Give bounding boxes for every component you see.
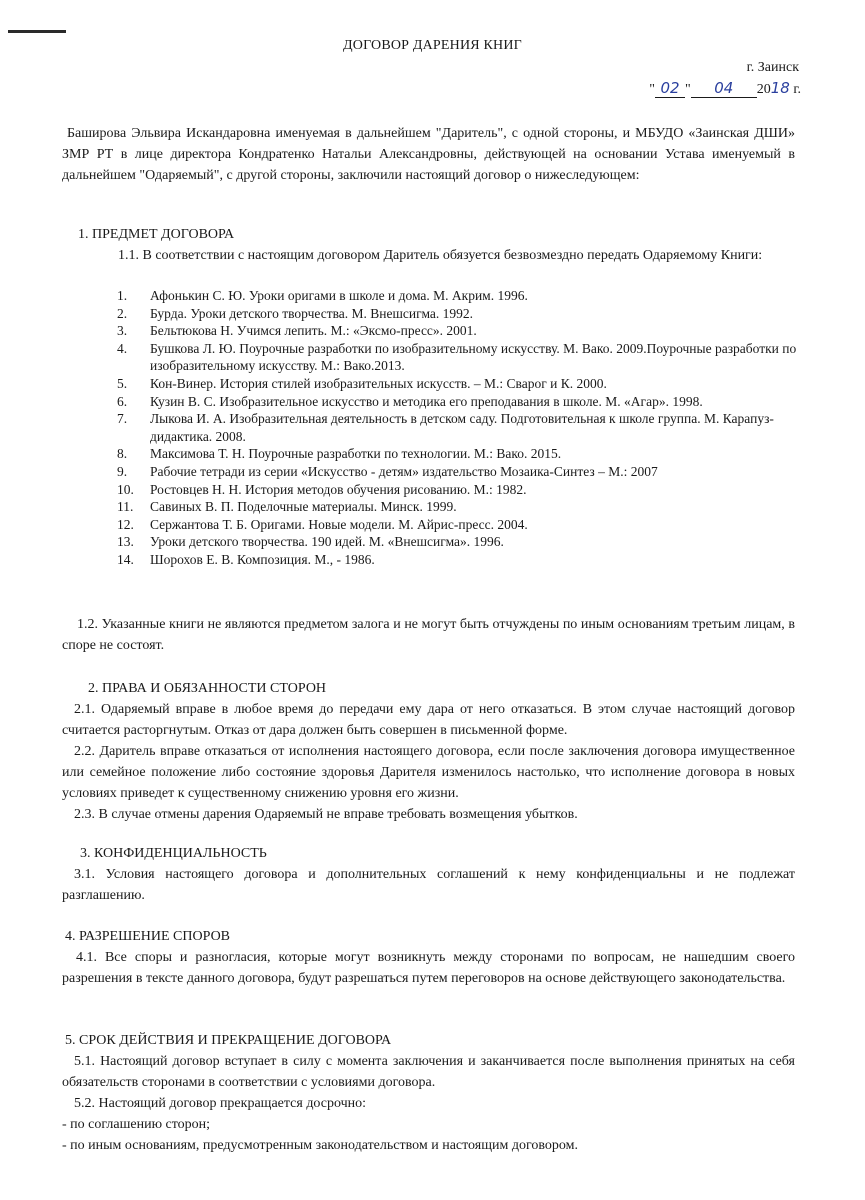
book-list-item — [117, 410, 797, 445]
section-4-heading: 4. РАЗРЕШЕНИЕ СПОРОВ — [65, 929, 231, 944]
book-title: Сержантова Т. Б. Оригами. Новые модели. М. Айрис-пресс. 2004. — [150, 516, 528, 532]
book-number: 1. — [117, 288, 128, 303]
book-number: 7. — [117, 411, 128, 427]
book-list-item — [117, 481, 797, 499]
intro-paragraph: Баширова Эльвира Искандаровна именуемая в дальнейшем "Даритель", с одной стороны, и МБУДО «Заинская ДШИ» ЗМР РТ в лице директора Кондратенко Натальи Александровны, действующей на основании Устава именуемый в дальнейшем "Одаряемый", с другой стороны, заключили настоящий договор о нижеследующем: — [62, 126, 795, 183]
book-list-item — [117, 287, 797, 305]
book-number: 8. — [117, 446, 128, 462]
section-2-heading: 2. ПРАВА И ОБЯЗАННОСТИ СТОРОН — [88, 681, 327, 696]
book-list-item — [117, 533, 797, 551]
book-title: Савиных В. П. Поделочные материалы. Минск. 1999. — [150, 499, 457, 515]
clause-2-2: 2.2. Даритель вправе отказаться от исполнения настоящего договора, если после заключения договора имущественное или семейное положение либо состояние здоровья Дарителя изменилось настолько, что исполнение договора в новых условиях приведет к существенному снижению уровня его жизни. — [62, 744, 795, 801]
book-title: Ростовцев Н. Н. История методов обучения рисованию. М.: 1982. — [150, 481, 527, 497]
book-list-item — [117, 340, 797, 375]
clause-3-1: 3.1. Условия настоящего договора и дополнительных соглашений к нему конфиденциальны и не подлежат разглашению. — [62, 867, 795, 903]
book-title: Лыкова И. А. Изобразительная деятельность в детском саду. Подготовительная к школе группа. М. Карапуз-дидактика. 2008. — [150, 411, 774, 444]
book-number: 9. — [117, 463, 128, 479]
clause-2-1: 2.1. Одаряемый вправе в любое время до передачи ему дара от него отказаться. В этом случае настоящий договор считается расторгнутым. Отказ от дара должен быть совершен в письменной форме. — [62, 702, 795, 738]
book-list-item — [117, 551, 797, 569]
date-year-handwritten: 18 — [770, 79, 790, 97]
clause-5-1: 5.1. Настоящий договор вступает в силу с момента заключения и заканчивается после выполнения принятых на себя обязательств сторонами в соответствии с условиями договора. — [62, 1054, 795, 1090]
date-day: 02 — [655, 79, 685, 98]
book-list-item — [117, 498, 797, 516]
book-number: 6. — [117, 393, 128, 409]
book-list — [117, 287, 797, 569]
book-list-item — [117, 445, 797, 463]
book-title: Бушкова Л. Ю. Поурочные разработки по изобразительному искусству. М. Вако. 2009.Поурочные разработки по изобразительному искусству. М.: Вако.2013. — [150, 340, 797, 374]
book-list-item — [117, 305, 797, 323]
book-title: Уроки детского творчества. 190 идей. М. «Внешсигма». 1996. — [150, 534, 504, 550]
book-title: Бурда. Уроки детского творчества. М. Внешсигма. 1992. — [150, 305, 474, 321]
book-title: Кон-Винер. История стилей изобразительных искусств. – М.: Сварог и К. 2000. — [150, 375, 607, 391]
book-number: 10. — [117, 481, 134, 497]
book-number: 2. — [117, 305, 128, 321]
contract-date: " 02 " 04 2018 г. — [649, 79, 801, 97]
book-title: Бельтюкова Н. Учимся лепить. М.: «Эксмо-пресс». 2001. — [150, 323, 477, 339]
clause-1-2: 1.2. Указанные книги не являются предметом залога и не могут быть отчуждены по иным основаниям третьим лицам, в споре не состоят. — [62, 617, 795, 653]
clause-5-2-bullet-1: - по соглашению сторон; — [62, 1117, 211, 1132]
book-list-item — [117, 463, 797, 481]
clause-5-2: 5.2. Настоящий договор прекращается досрочно: — [74, 1096, 367, 1111]
book-number: 14. — [117, 551, 134, 567]
date-month: 04 — [691, 79, 757, 98]
city: г. Заинск — [746, 60, 799, 75]
book-list-item — [117, 375, 797, 393]
document-title: ДОГОВОР ДАРЕНИЯ КНИГ — [343, 38, 522, 53]
clause-5-2-bullet-2: - по иным основаниям, предусмотренным законодательством и настоящим договором. — [62, 1138, 578, 1153]
book-list-item — [117, 322, 797, 340]
clause-1-1: 1.1. В соответствии с настоящим договором Даритель обязуется безвозмездно передать Одаряемому Книги: — [118, 248, 763, 263]
clause-2-3: 2.3. В случае отмены дарения Одаряемый не вправе требовать возмещения убытков. — [74, 807, 578, 822]
scan-edge-mark — [8, 30, 66, 33]
section-1-heading: 1. ПРЕДМЕТ ДОГОВОРА — [78, 227, 235, 242]
section-5-heading: 5. СРОК ДЕЙСТВИЯ И ПРЕКРАЩЕНИЕ ДОГОВОРА — [65, 1033, 392, 1048]
book-title: Кузин В. С. Изобразительное искусство и методика его преподавания в школе. М. «Агар». 1998. — [150, 393, 703, 409]
book-title: Максимова Т. Н. Поурочные разработки по технологии. М.: Вако. 2015. — [150, 446, 562, 462]
section-3-heading: 3. КОНФИДЕНЦИАЛЬНОСТЬ — [80, 846, 267, 861]
book-title: Рабочие тетради из серии «Искусство - детям» издательство Мозаика-Синтез – М.: 2007 — [150, 463, 658, 479]
book-number: 13. — [117, 534, 134, 550]
book-list-item — [117, 393, 797, 411]
book-number: 4. — [117, 340, 128, 356]
clause-4-1: 4.1. Все споры и разногласия, которые могут возникнуть между сторонами по вопросам, не нашедшим своего разрешения в тексте данного договора, будут разрешаться путем переговоров на основе действующего законодательства. — [62, 950, 795, 986]
book-number: 5. — [117, 375, 128, 391]
book-number: 3. — [117, 323, 128, 339]
book-list-item — [117, 516, 797, 534]
book-title: Афонькин С. Ю. Уроки оригами в школе и дома. М. Акрим. 1996. — [150, 288, 528, 303]
book-number: 11. — [117, 499, 134, 515]
book-number: 12. — [117, 516, 134, 532]
book-title: Шорохов Е. В. Композиция. М., - 1986. — [150, 551, 375, 567]
